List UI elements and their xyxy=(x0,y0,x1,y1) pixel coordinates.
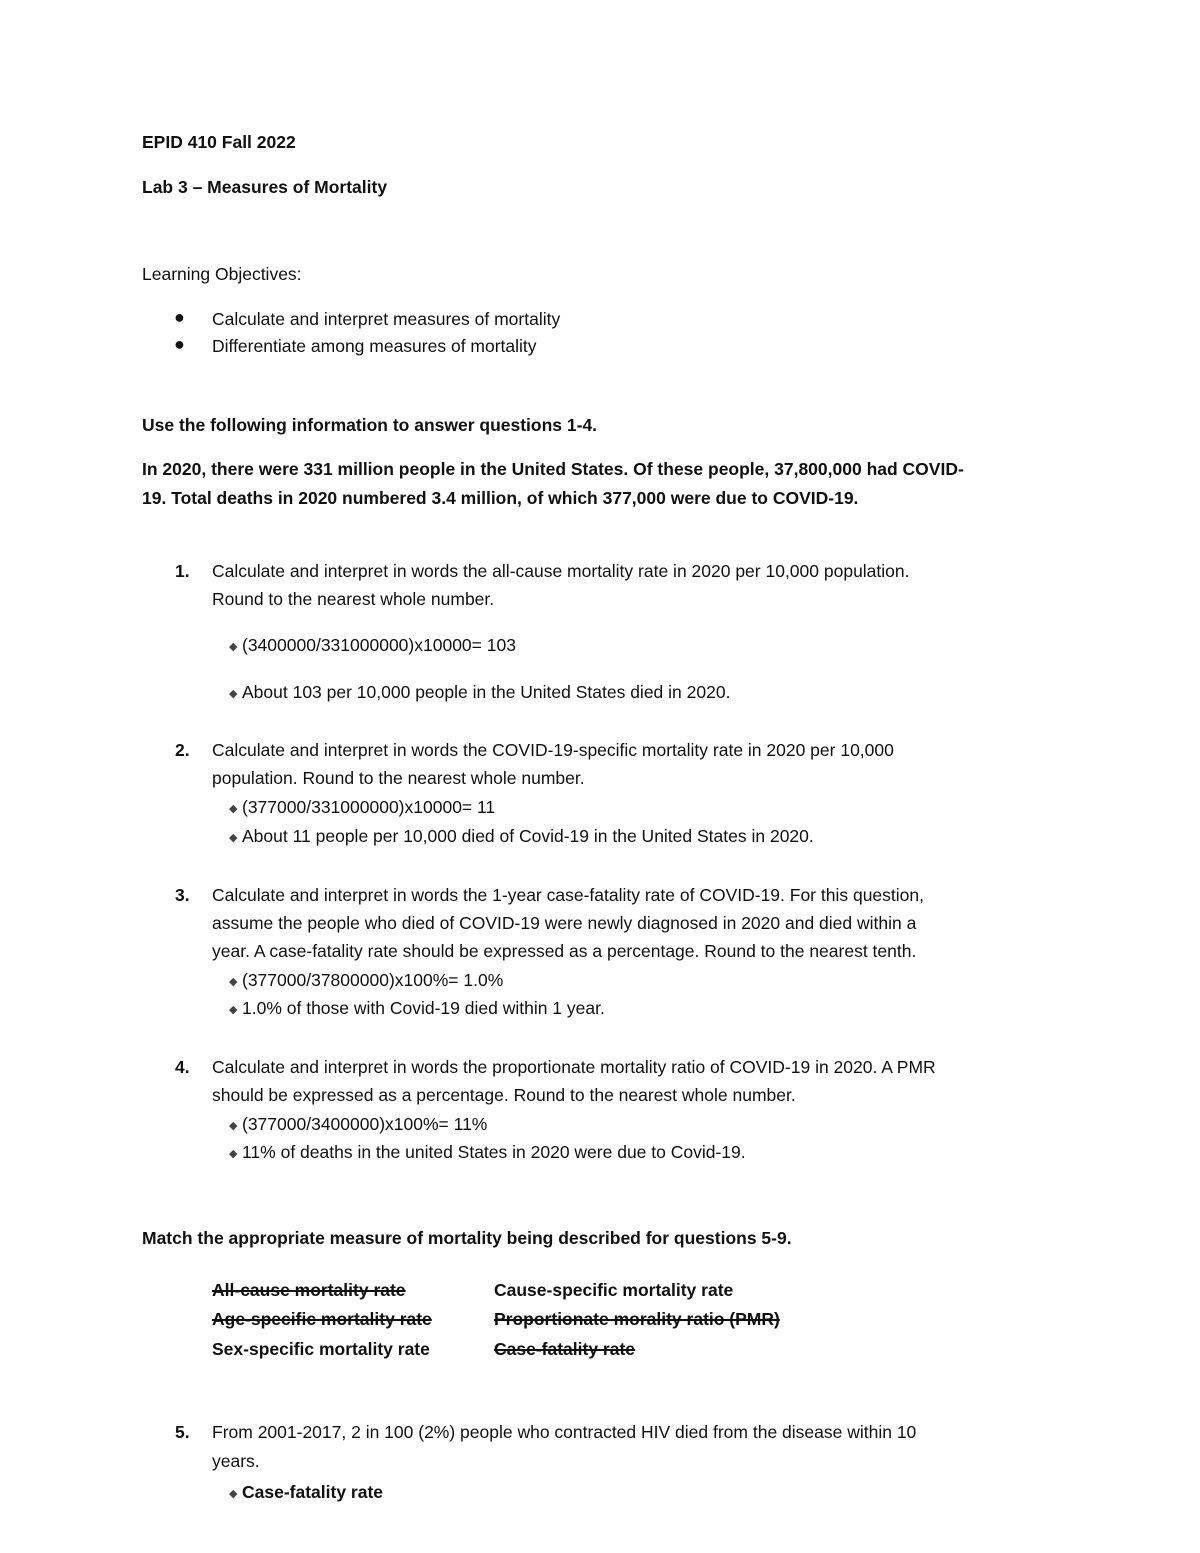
question-text-line: Calculate and interpret in words the proportionate mortality ratio of COVID-19 in 2020. A PMR xyxy=(212,1057,936,1077)
question-text-line: assume the people who died of COVID-19 were newly diagnosed in 2020 and died within a xyxy=(212,913,917,933)
question-text-line: years. xyxy=(212,1451,260,1471)
answer-line: About 103 per 10,000 people in the United States died in 2020. xyxy=(242,682,731,702)
match-option: All-cause mortality rate xyxy=(212,1280,406,1300)
question-text-line: Calculate and interpret in words the COVID-19-specific mortality rate in 2020 per 10,000 xyxy=(212,740,894,760)
match-option: Sex-specific mortality rate xyxy=(212,1339,430,1359)
bullet-icon: ● xyxy=(174,334,185,354)
bullet-icon: ● xyxy=(174,307,185,327)
diamond-bullet-icon: ◆ xyxy=(229,1488,238,1500)
diamond-bullet-icon: ◆ xyxy=(229,1004,238,1016)
question-text-line: Calculate and interpret in words the 1-year case-fatality rate of COVID-19. For this question, xyxy=(212,885,924,905)
question-text-line: year. A case-fatality rate should be expressed as a percentage. Round to the nearest tenth. xyxy=(212,941,917,961)
question-number: 4. xyxy=(175,1057,190,1077)
answer-line: (377000/3400000)x100%= 11% xyxy=(242,1114,488,1134)
diamond-bullet-icon: ◆ xyxy=(229,1120,238,1132)
diamond-bullet-icon: ◆ xyxy=(229,688,238,700)
answer-line: (377000/37800000)x100%= 1.0% xyxy=(242,970,504,990)
answer-line: About 11 people per 10,000 died of Covid-19 in the United States in 2020. xyxy=(242,826,814,846)
question-text-line: should be expressed as a percentage. Round to the nearest whole number. xyxy=(212,1085,796,1105)
diamond-bullet-icon: ◆ xyxy=(229,1148,238,1160)
answer-line: 11% of deaths in the united States in 2020 were due to Covid-19. xyxy=(242,1142,746,1162)
question-text-line: From 2001-2017, 2 in 100 (2%) people who contracted HIV died from the disease within 10 xyxy=(212,1422,917,1442)
answer-line: 1.0% of those with Covid-19 died within 1 year. xyxy=(242,998,605,1018)
lab-title: Lab 3 – Measures of Mortality xyxy=(142,177,388,197)
match-option: Cause-specific mortality rate xyxy=(494,1280,734,1300)
objective-item: Differentiate among measures of mortality xyxy=(212,336,537,356)
answer-line: (377000/331000000)x10000= 11 xyxy=(242,797,496,817)
question-text-line: Calculate and interpret in words the all-cause mortality rate in 2020 per 10,000 population. xyxy=(212,561,910,581)
diamond-bullet-icon: ◆ xyxy=(229,832,238,844)
question-text-line: Round to the nearest whole number. xyxy=(212,589,495,609)
question-number: 1. xyxy=(175,561,190,581)
answer-line: (3400000/331000000)x10000= 103 xyxy=(242,635,516,655)
answer-line: Case-fatality rate xyxy=(242,1482,384,1502)
question-number: 2. xyxy=(175,740,190,760)
question-text-line: population. Round to the nearest whole number. xyxy=(212,768,585,788)
match-option: Age-specific mortality rate xyxy=(212,1309,432,1329)
match-option: Proportionate morality ratio (PMR) xyxy=(494,1309,780,1329)
match-heading: Match the appropriate measure of mortality being described for questions 5-9. xyxy=(142,1228,792,1248)
diamond-bullet-icon: ◆ xyxy=(229,803,238,815)
objectives-heading: Learning Objectives: xyxy=(142,264,302,284)
diamond-bullet-icon: ◆ xyxy=(229,976,238,988)
use-info-text: Use the following information to answer questions 1-4. xyxy=(142,415,598,435)
diamond-bullet-icon: ◆ xyxy=(229,641,238,653)
match-option: Case-fatality rate xyxy=(494,1339,636,1359)
scenario-line-2: 19. Total deaths in 2020 numbered 3.4 million, of which 377,000 were due to COVID-19. xyxy=(142,488,859,508)
question-number: 3. xyxy=(175,885,190,905)
course-title: EPID 410 Fall 2022 xyxy=(142,132,296,152)
question-number: 5. xyxy=(175,1422,190,1442)
scenario-line-1: In 2020, there were 331 million people in the United States. Of these people, 37,800,000 had COVID- xyxy=(142,459,964,479)
objective-item: Calculate and interpret measures of mortality xyxy=(212,309,561,329)
